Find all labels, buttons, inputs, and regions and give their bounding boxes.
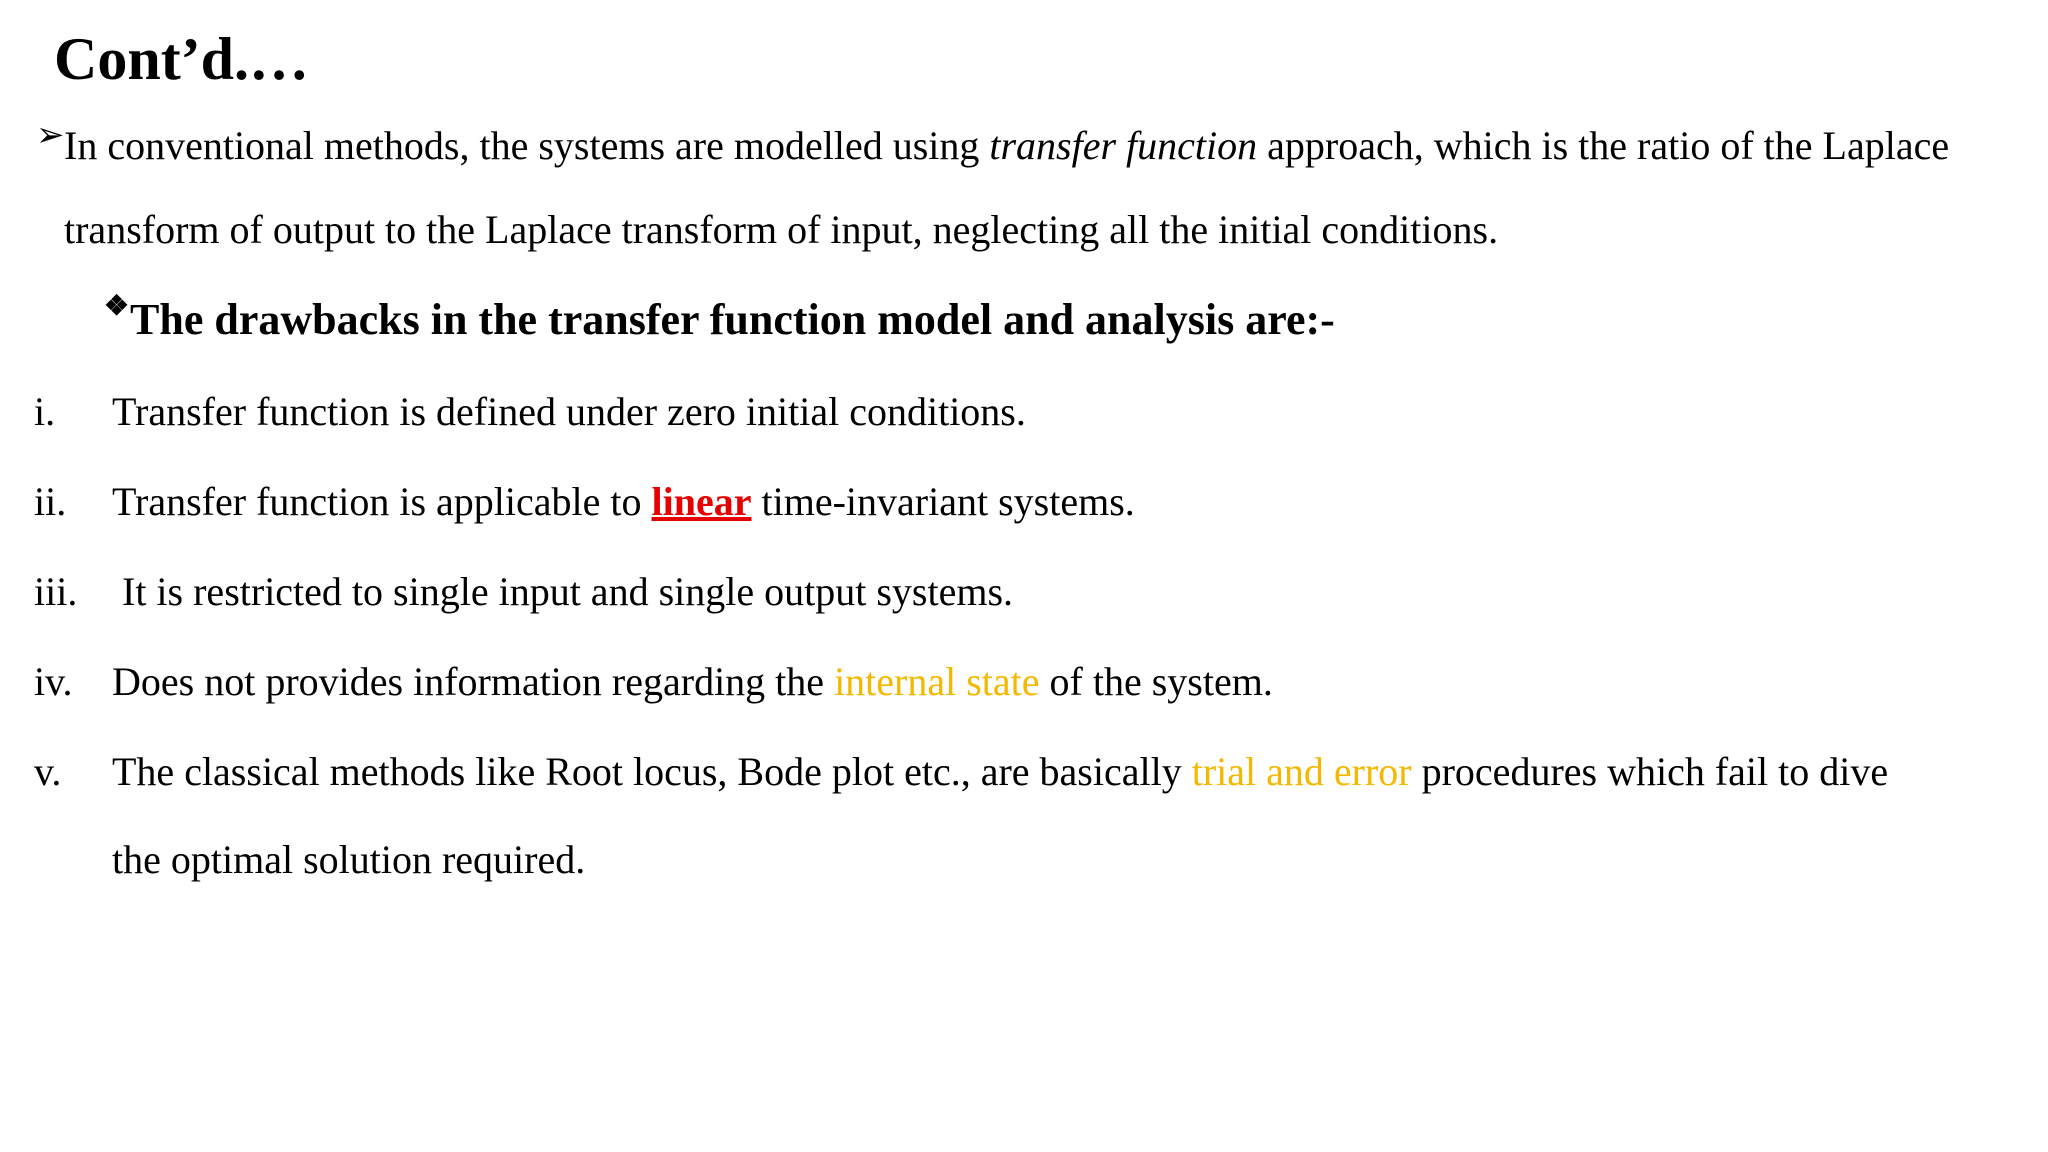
list-item-text (112, 652, 2024, 712)
intro-paragraph (36, 104, 2026, 272)
list-item (34, 382, 2024, 472)
slide-title: Cont’d.… (54, 26, 310, 92)
list-item-text (112, 728, 2024, 904)
list-item-number: iii. (34, 569, 78, 614)
list-item-text (112, 472, 2024, 532)
list-item-text-before: Transfer function is applicable to (112, 479, 652, 524)
trial-and-error-highlight: trial and error (1191, 749, 1412, 794)
diamond-bullet-icon: ❖ (104, 291, 130, 322)
drawbacks-heading-text: The drawbacks in the transfer function model and analysis are:- (130, 295, 1335, 344)
list-item-text: Transfer function is defined under zero initial conditions. (112, 389, 1026, 434)
list-item-text: It is restricted to single input and single output systems. (122, 569, 1014, 614)
internal-state-highlight: internal state (834, 659, 1040, 704)
intro-line-2: transform of output to the Laplace transform of input, neglecting all the initial conditions. (64, 207, 1499, 252)
list-item-text-before: Does not provides information regarding the (112, 659, 835, 704)
list-item-number: iv. (34, 659, 73, 704)
list-item-number: v. (34, 749, 62, 794)
list-item-text-after: procedures which fail to dive (1411, 749, 1889, 794)
list-item-number: ii. (34, 479, 67, 524)
list-item-text-after: of the system. (1039, 659, 1273, 704)
intro-line-1 (36, 104, 2026, 188)
arrowhead-bullet-icon: ➢ (36, 117, 65, 154)
list-item (34, 472, 2024, 562)
linear-highlight: linear (651, 479, 752, 524)
intro-text-after: approach, which is the ratio of the Laplace (1257, 123, 1950, 168)
intro-italic-term: transfer function (989, 123, 1258, 168)
drawbacks-heading (104, 290, 1335, 350)
intro-text-before: In conventional methods, the systems are modelled using (64, 123, 990, 168)
list-item-text-before: The classical methods like Root locus, Bode plot etc., are basically (112, 749, 1192, 794)
drawbacks-list (34, 382, 2024, 918)
list-item (34, 742, 2024, 918)
list-item-number: i. (34, 389, 56, 434)
list-item (34, 562, 2024, 652)
list-item-text-line-2: the optimal solution required. (112, 837, 586, 882)
list-item-text-after: time-invariant systems. (751, 479, 1135, 524)
